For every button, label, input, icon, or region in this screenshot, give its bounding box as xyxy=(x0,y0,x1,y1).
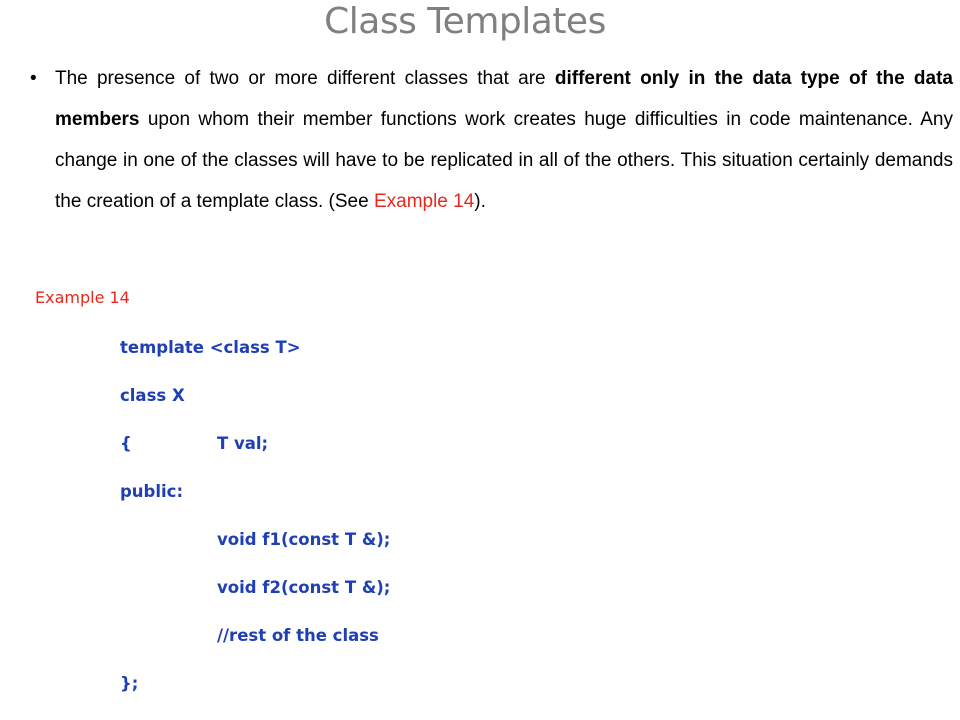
bullet-text-part-2: upon whom their member functions work creates huge difficulties in code maintenance. Any change in one of the classes will have to be replicated in all of the others. This situation certainly demands the creation of a template class. (See xyxy=(55,109,953,212)
code-line-template: template <class T> xyxy=(120,338,301,357)
code-member-val: T val; xyxy=(217,434,269,453)
bullet-text-part-3: ). xyxy=(474,191,486,212)
bullet-text xyxy=(55,58,953,222)
code-line-brace xyxy=(120,432,268,456)
slide-title: Class Templates xyxy=(324,1,606,42)
example-label: Example 14 xyxy=(35,288,130,307)
bullet-text-part-1: The presence of two or more different classes that are xyxy=(55,68,555,89)
code-line-class: class X xyxy=(120,386,185,405)
code-line-f2: void f2(const T &); xyxy=(217,578,391,597)
example-reference: Example 14 xyxy=(373,191,475,212)
code-line-comment: //rest of the class xyxy=(217,626,379,645)
code-open-brace: { xyxy=(120,434,132,453)
bullet-marker: • xyxy=(30,68,37,89)
bullet-text-bold: different only in the data type of the data members xyxy=(55,68,953,130)
code-line-f1: void f1(const T &); xyxy=(217,530,391,549)
code-line-close: }; xyxy=(120,674,139,693)
code-line-public: public: xyxy=(120,482,184,501)
